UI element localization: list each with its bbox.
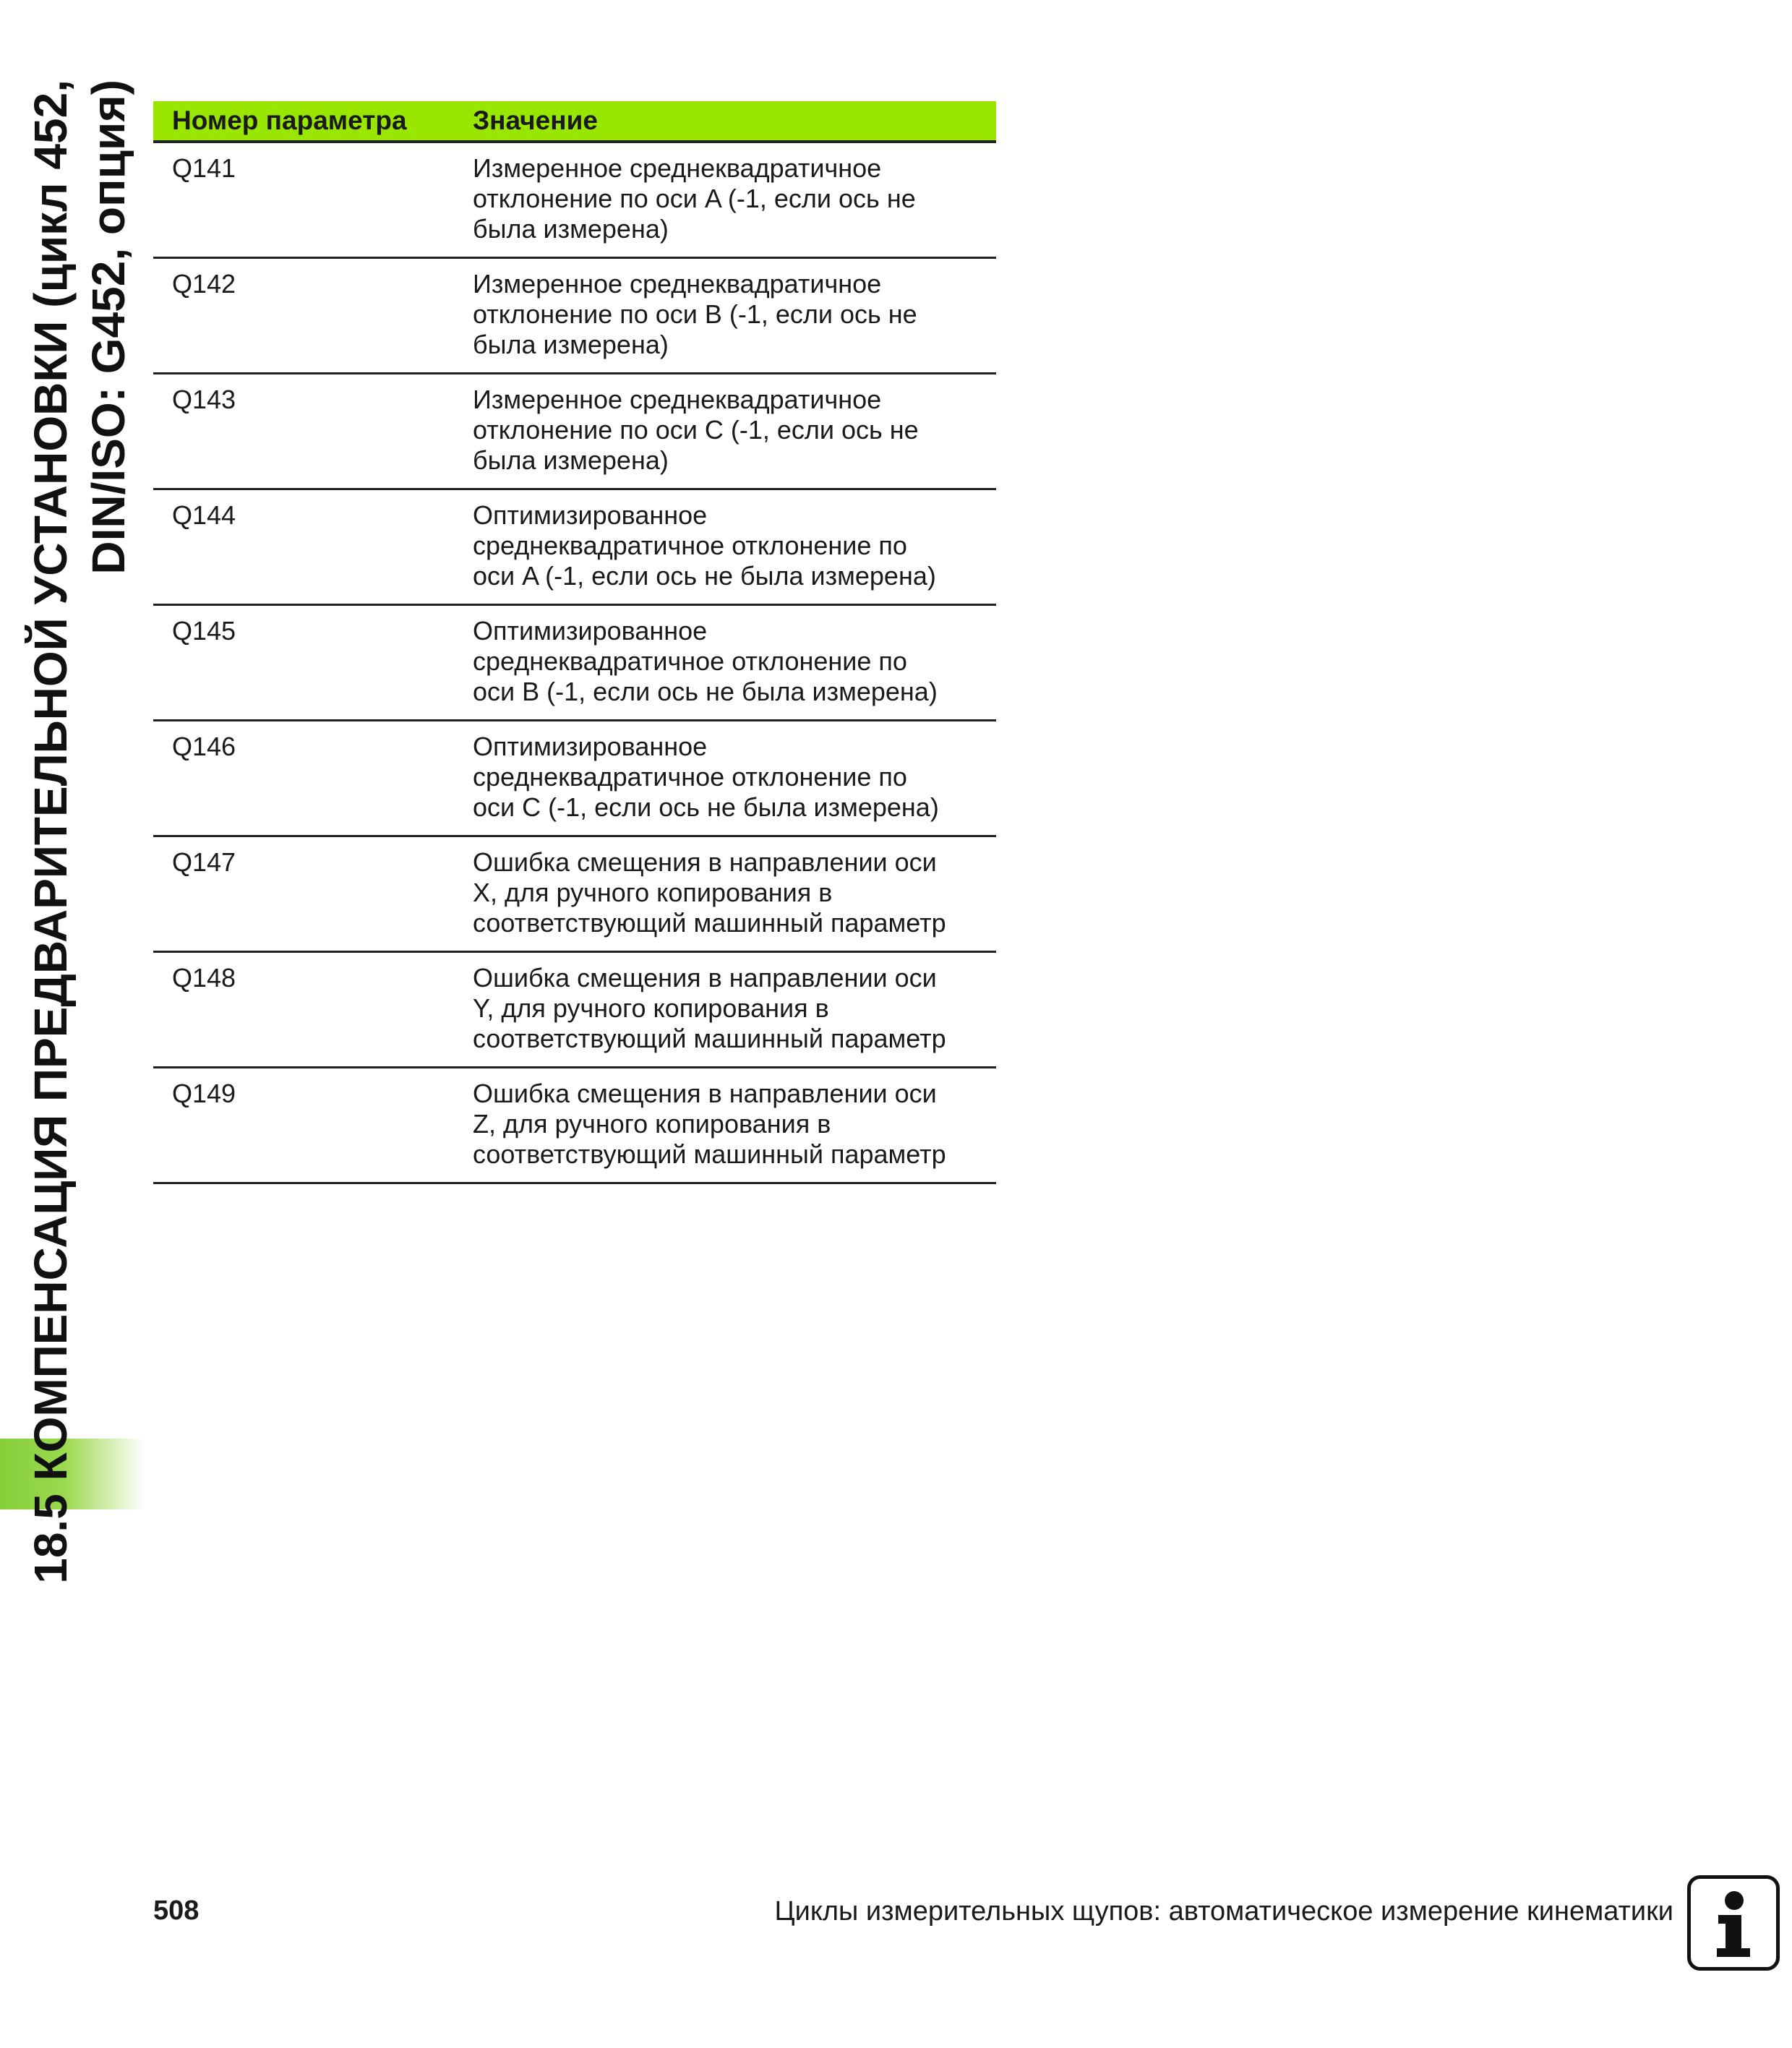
description-line: отклонение по оси C (-1, если ось не (473, 414, 919, 445)
table-row (153, 257, 996, 373)
parameter-description (473, 373, 996, 489)
description-line: была измерена) (473, 214, 669, 244)
table-row (153, 951, 996, 1067)
description-line: оси B (-1, если ось не была измерена) (473, 676, 938, 706)
table-row (153, 489, 996, 604)
description-line: среднеквадратичное отклонение по (473, 646, 907, 676)
page-number: 508 (153, 1895, 200, 1926)
description-line: Оптимизированное (473, 731, 708, 761)
footer-text: Циклы измерительных щупов: автоматическое измерение кинематики (774, 1896, 1673, 1927)
parameter-description (473, 604, 996, 720)
info-icon (1687, 1875, 1780, 1971)
table-row (153, 1067, 996, 1183)
description-line: Ошибка смещения в направлении оси (473, 847, 937, 877)
table-body (153, 142, 996, 1183)
description-line: Ошибка смещения в направлении оси (473, 962, 937, 993)
parameter-number: Q148 (153, 951, 473, 1067)
description-line: оси A (-1, если ось не была измерена) (473, 560, 936, 591)
table-row (153, 720, 996, 836)
parameter-number: Q147 (153, 836, 473, 951)
parameter-description (473, 1067, 996, 1183)
description-line: Z, для ручного копирования в (473, 1108, 831, 1139)
description-line: была измерена) (473, 329, 669, 359)
parameter-number: Q141 (153, 142, 473, 257)
parameter-description (473, 257, 996, 373)
description-line: Измеренное среднеквадратичное (473, 268, 882, 299)
description-line: была измерена) (473, 445, 669, 475)
parameter-number: Q142 (153, 257, 473, 373)
description-line: среднеквадратичное отклонение по (473, 761, 907, 792)
description-line: среднеквадратичное отклонение по (473, 530, 907, 560)
description-line: отклонение по оси B (-1, если ось не (473, 299, 917, 329)
parameter-number: Q149 (153, 1067, 473, 1183)
parameter-number: Q146 (153, 720, 473, 836)
description-line: Y, для ручного копирования в (473, 993, 829, 1023)
description-line: Ошибка смещения в направлении оси (473, 1078, 937, 1108)
description-line: Оптимизированное (473, 615, 708, 646)
table-row (153, 142, 996, 257)
description-line: Оптимизированное (473, 500, 708, 530)
table-row (153, 836, 996, 951)
table-header-row (153, 101, 996, 142)
description-line: соответствующий машинный параметр (473, 1139, 946, 1169)
description-line: Измеренное среднеквадратичное (473, 153, 882, 183)
parameter-description (473, 951, 996, 1067)
description-line: отклонение по оси A (-1, если ось не (473, 184, 916, 213)
parameter-description (473, 720, 996, 836)
chapter-title-line-1: 18.5 КОМПЕНСАЦИЯ ПРЕДВАРИТЕЛЬНОЙ УСТАНОВКИ (цикл 452, (25, 80, 77, 1584)
parameter-number: Q145 (153, 604, 473, 720)
description-line: оси C (-1, если ось не была измерена) (473, 792, 939, 822)
chapter-title-line-2: DIN/ISO: G452, опция) (82, 80, 134, 575)
parameter-description (473, 489, 996, 604)
column-header-value: Значение (473, 101, 996, 142)
parameter-description (473, 142, 996, 257)
column-header-parameter: Номер параметра (153, 101, 473, 142)
description-line: X, для ручного копирования в (473, 877, 833, 907)
description-line: соответствующий машинный параметр (473, 907, 946, 938)
parameter-number: Q143 (153, 373, 473, 489)
description-line: соответствующий машинный параметр (473, 1023, 946, 1053)
parameter-number: Q144 (153, 489, 473, 604)
parameter-description (473, 836, 996, 951)
description-line: Измеренное среднеквадратичное (473, 384, 882, 414)
table-row (153, 373, 996, 489)
parameter-table (153, 101, 996, 1184)
table-row (153, 604, 996, 720)
chapter-side-title (22, 80, 134, 1684)
